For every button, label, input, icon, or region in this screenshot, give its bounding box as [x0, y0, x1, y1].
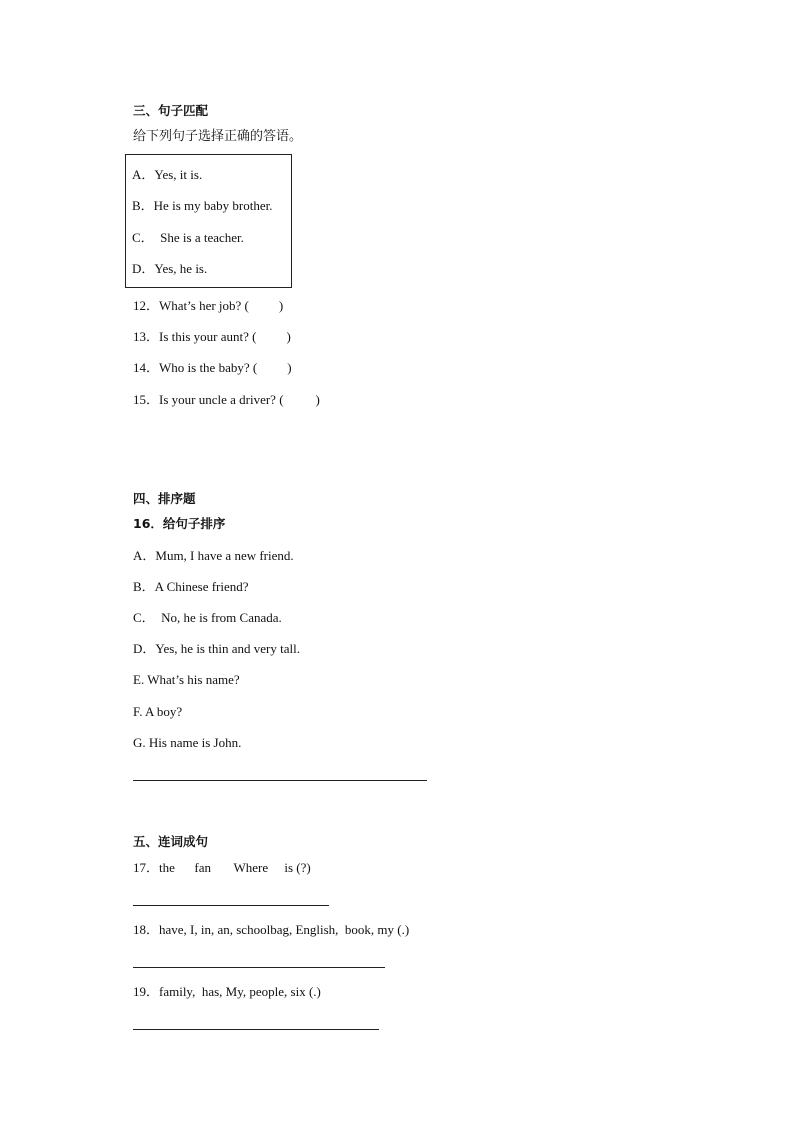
question-18: 18．have, I, in, an, schoolbag, English, book, my (.) [133, 922, 410, 937]
question-12-text: 12．What’s her job? ( [133, 298, 249, 313]
sort-item-b: B．A Chinese friend? [133, 579, 249, 594]
question-15-text: 15．Is your uncle a driver? ( [133, 392, 284, 407]
question-15-close: ) [315, 392, 320, 407]
question-15 [133, 392, 320, 408]
question-16: 16．给句子排序 [133, 516, 226, 531]
sort-item-e: E. What’s his name? [133, 672, 240, 687]
sort-item-d: D．Yes, he is thin and very tall. [133, 641, 300, 656]
sort-item-f: F. A boy? [133, 704, 183, 719]
section4-heading: 四、排序题 [133, 491, 196, 506]
question-14 [133, 360, 292, 376]
sort-item-c: C． No, he is from Canada. [133, 610, 282, 625]
question-12 [133, 298, 283, 314]
section5-heading: 五、连词成句 [133, 834, 209, 849]
answer-line-17[interactable] [133, 905, 329, 906]
option-a: A．Yes, it is. [132, 167, 203, 182]
question-14-text: 14．Who is the baby? ( [133, 360, 258, 375]
question-17: 17．the fan Where is (?) [133, 860, 311, 875]
question-14-close: ) [287, 360, 292, 375]
question-13 [133, 329, 291, 345]
option-c: C． She is a teacher. [132, 230, 244, 245]
question-13-close: ) [286, 329, 291, 344]
answer-line-16[interactable] [133, 780, 427, 781]
option-d: D．Yes, he is. [132, 261, 208, 276]
section3-heading: 三、句子匹配 [133, 103, 209, 118]
section3-instruction: 给下列句子选择正确的答语。 [133, 129, 303, 144]
question-13-text: 13．Is this your aunt? ( [133, 329, 257, 344]
answer-line-18[interactable] [133, 967, 385, 968]
question-12-close: ) [278, 298, 284, 313]
question-19: 19．family, has, My, people, six (.) [133, 984, 321, 999]
sort-item-a: A．Mum, I have a new friend. [133, 548, 294, 563]
option-b: B．He is my baby brother. [132, 198, 273, 213]
sort-item-g: G. His name is John. [133, 735, 242, 750]
answer-line-19[interactable] [133, 1029, 379, 1030]
